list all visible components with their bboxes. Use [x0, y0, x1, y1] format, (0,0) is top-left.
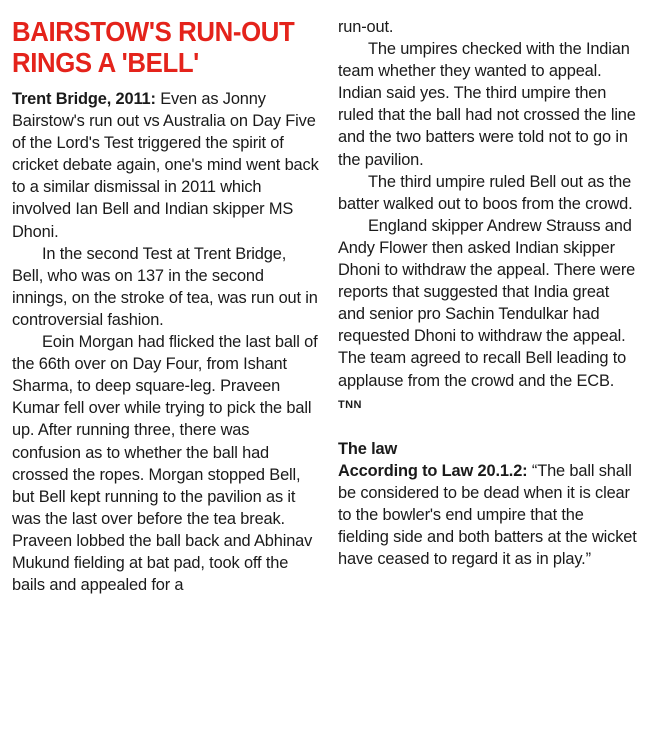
dateline: Trent Bridge, 2011:: [12, 90, 156, 108]
paragraph-4: The umpires checked with the Indian team whether they wanted to appeal. Indian said yes. The third umpire then ruled that the ball had not crossed the line and the two batters were told not to go in the pavilion.: [338, 40, 636, 169]
paragraph-3: [12, 331, 320, 596]
law-reference: According to Law 20.1.2:: [338, 461, 528, 480]
paragraph-2: In the second Test at Trent Bridge, Bell, who was on 137 in the second innings, on the stroke of tea, was run out in controversial fashion.: [12, 244, 318, 329]
article-body-right: [338, 16, 638, 570]
paragraph-3-continued: [338, 16, 638, 38]
law-paragraph: [338, 460, 638, 570]
paragraph-6: [338, 215, 638, 416]
left-column: [12, 16, 320, 596]
law-text: “The ball shall be considered to be dead when it is clear to the bowler's end umpire that the fielding side and both batters at the wicket have ceased to regard it as in play.”: [338, 461, 637, 569]
paragraph-1: [12, 88, 320, 243]
credit-tag: TNN: [338, 398, 362, 411]
paragraph-5: The third umpire ruled Bell out as the batter walked out to boos from the crowd.: [338, 172, 633, 213]
paragraph-3-part-1: Eoin Morgan had flicked the last ball of the 66th over on Day Four, from Ishant Sharma, to deep square-leg. Praveen Kumar fell over while trying to pick the ball up. After running three, there was confusion as to whether the ball had crossed the ropes. Morgan stopped Bell, but Bell kept running to the pavilion as it was the last over before the tea break. Praveen lobbed the ball back and Abhinav Mukund fielding at bat pad, took off the bails and appealed for a: [12, 333, 318, 595]
paragraph-3-part-2: run-out.: [338, 18, 394, 36]
headline: BAIRSTOW'S RUN-OUT RINGS A 'BELL': [12, 16, 295, 78]
article-body-left: [12, 88, 320, 596]
law-heading: The law: [338, 439, 398, 458]
paragraph-1-text: Even as Jonny Bairstow's run out vs Australia on Day Five of the Lord's Test triggered the spirit of cricket debate again, one's mind went back to a similar dismissal in 2011 which involved Ian Bell and Indian skipper MS Dhoni.: [12, 90, 319, 241]
paragraph-6-text: England skipper Andrew Strauss and Andy Flower then asked Indian skipper Dhoni to withdraw the appeal. There were reports that suggested that India great and senior pro Sachin Tendulkar had requested Dhoni to withdraw the appeal. The team agreed to recall Bell leading to applause from the crowd and the ECB.: [338, 216, 636, 390]
right-column: [338, 16, 638, 570]
